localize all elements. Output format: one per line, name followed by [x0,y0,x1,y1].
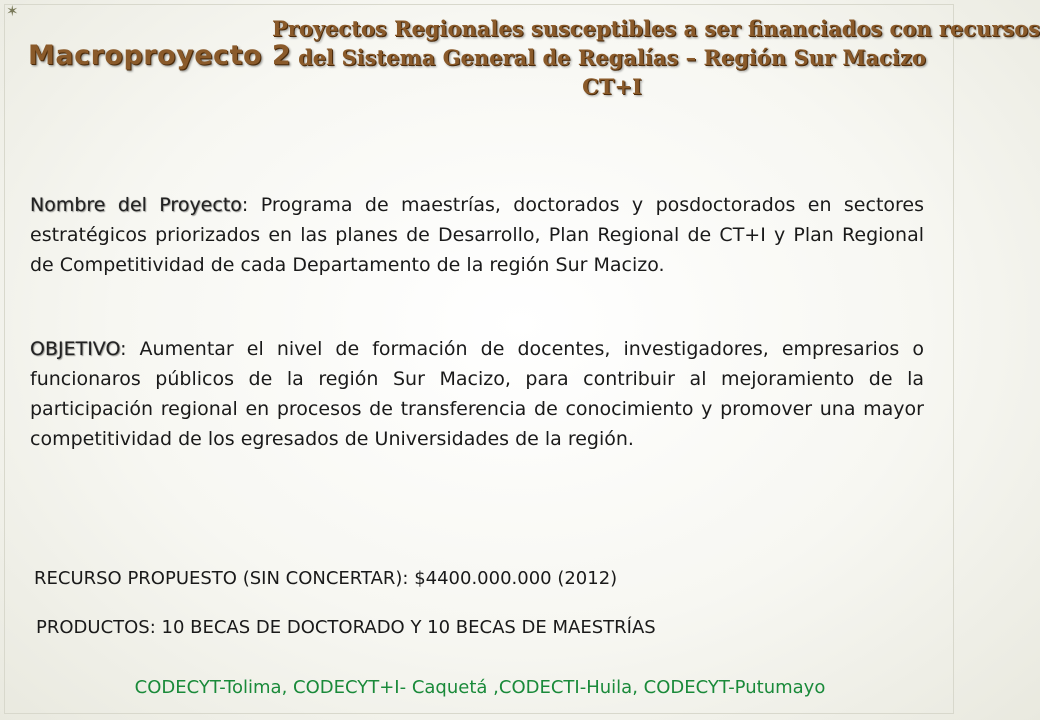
objective-text: : Aumentar el nivel de formación de docentes, investigadores, empresarios o funcionaros públicos de la región Sur Macizo, para contribuir al mejoramiento de la participación regional en procesos de transferencia de conocimiento y promover una mayor competitividad de los egresados de Universidades de la región. [30,338,924,450]
header-title-line-2: del Sistema General de Regalías – Región Sur Macizo [298,45,926,70]
header-title [272,14,1040,101]
macro-title: Macroproyecto 2 [28,40,292,71]
productos-line: PRODUCTOS: 10 BECAS DE DOCTORADO Y 10 BECAS DE MAESTRÍAS [36,617,656,638]
objective-paragraph [30,334,924,454]
header-title-line-3: CT+I [582,74,642,99]
project-name-text: : Programa de maestrías, doctorados y posdoctorados en sectores estratégicos priorizados en las planes de Desarrollo, Plan Regional de CT+I y Plan Regional de Competitividad de cada Departamento de la región Sur Macizo. [30,194,924,276]
project-name-label: Nombre del Proyecto [30,194,242,216]
project-name-paragraph [30,190,924,280]
objective-label: OBJETIVO [30,338,121,360]
footer-credits: CODECYT-Tolima, CODECYT+I- Caquetá ,CODECTI-Huila, CODECYT-Putumayo [134,677,826,698]
star-icon: ✶ [6,2,19,20]
header-title-line-1: Proyectos Regionales susceptibles a ser financiados con recursos [272,16,1040,41]
recurso-line: RECURSO PROPUESTO (SIN CONCERTAR): $4400.000.000 (2012) [34,568,618,589]
